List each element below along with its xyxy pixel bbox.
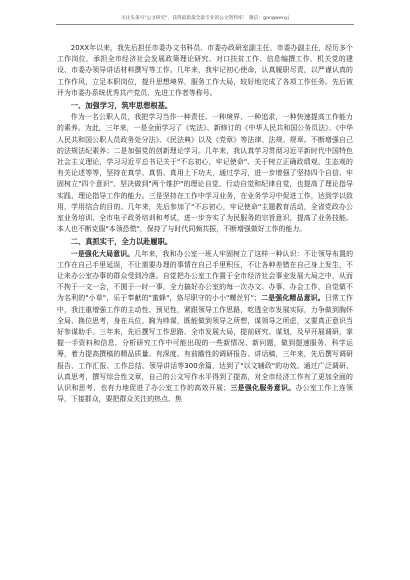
heading-1-text: 一、加强学习，筑牢思想根基。 xyxy=(70,101,173,111)
section-heading-2 xyxy=(57,236,353,248)
paragraph-study: 作为一名公职人员，我把学习当作一种责任、一种境界、一种追求，一种快速提高工作能力的素养。为此，三年来，一是全面学习了《宪法》、新修订的《中华人民共和国公务员法》、《中华人民共和国公职人员政务处分法》、《民法典》以及《党章》等法律、法规、规章。不断增强自己的法规法纪素养；二是加强党的创新理论学习。几年来，我认真学习贯彻习近平新时代中国特色社会主义理论，学习习近平总书记关于"不忘初心，牢记使命"、关于树立正确政绩观、生态观的有关论述等等，坚持在真学、真悟、真用上下功夫，通过学习，进一步增强了坚持四个自信、牢固树立"四个意识"、坚决做到"两个维护"的理论自觉、行动自觉和纪律自觉，也提高了理论指导实践、理论指导工作的能力。三是坚持在工作中学习业务，在业务学习中促进工作，达到学以致用，学用结合的目的。几年来，先后参加了"不忘初心，牢记使命"主题教育活动，全省党政办公室业务培训、全市电子政务培训和考试，进一步夯实了为民服务的宗旨意识，提高了业务技能。本人也不断克服"本领恐慌"，保持了与时代同频共振，不断增强做好工作的能力。 xyxy=(57,113,353,234)
bold-lead-phrase: 二是强化精品意识。 xyxy=(260,294,325,303)
header-rule xyxy=(56,24,354,25)
document-body xyxy=(57,43,353,406)
paragraph-intro: 20XX年以来，我先后担任市委办文书科员、市委办政研室副主任、市委办副主任，经历多个工作岗位，承担全市经济社会发展政策理论研究、对口扶贫工作、信息编撰工作、机关党的建设、市委办领导讲话材料撰写等工作。几年来，我牢记初心使命，认真履职尽责，以严谨认真的工作作风，立足本职岗位，提升思想境界，服务工作大局，较好地完成了各项工作任务。先后被评为市委办系统优秀共产党员、先进工作者等称号。 xyxy=(57,44,353,97)
bold-lead-phrase: 三是强化服务意识。 xyxy=(230,384,296,393)
page-header: 关注头条号"公文研究"，获得最新最全最专业的公文资料库！ 微信：gongwenyj xyxy=(120,16,290,21)
section-heading-1 xyxy=(57,100,353,112)
bold-lead-phrase: 一是强化大局意识。 xyxy=(70,249,135,258)
paragraph-text-run: 日常工作中，我注重增强工作的主动性、预见性，紧跟领导工作思路，吃透全市发展实际，力争做到胸怀全局、换位思考，身在兵位、胸为帅谋，既能做到领导之所想，谋领导之所虑，又要真正意识当好参谋助手。三年来，先后撰写工作思路、全市发展大局，提前研究、谋划，及早开展调研，掌握一手资料和信息，分析研究工作中可能出现的一些新情况、新问题，做到提速服务、科学运筹，着力提高撰稿的精品质量、有深度、有前瞻性的调研报告、讲话稿，三年来，先后撰写调研报告、工作汇报、工作总结、领导讲话等300余篇，达到了"以文辅政"的功效。通过广泛调研、认真思考，撰写综合性文章，自己的公文写作水平得到了提高，对全市经济工作有了更加全面的认识和思考，也有力地促进了办公室工作的高效开展； xyxy=(57,294,353,393)
heading-2-text: 二、真抓实干，全力以赴履职。 xyxy=(70,237,173,247)
paragraph-text-run: 办公室工作上连领导，下接群众，要把群众关注的热点、焦 xyxy=(57,384,353,404)
paragraph-work xyxy=(57,249,353,406)
paragraph-text-run: 几年来，我和办公室一班人牢固树立了这样一种认识：不让领导布置的工作在自己手里延误，不让需要办理的事情在自己手里积压，不让各种差错在自己身上发生，不让来办公室办事的群众受到冷落。自觉把办公室工作置于全市经济社会事业发展大局之中，从而不拘于一文一会，不囿于一时一事，全力搞好办公室的每一次办文、办事、办会工作，自觉做不为名利的"小草"，乐于奉献的"蜜蜂"，恪尽职守的小小"螺丝钉"； xyxy=(57,249,354,303)
